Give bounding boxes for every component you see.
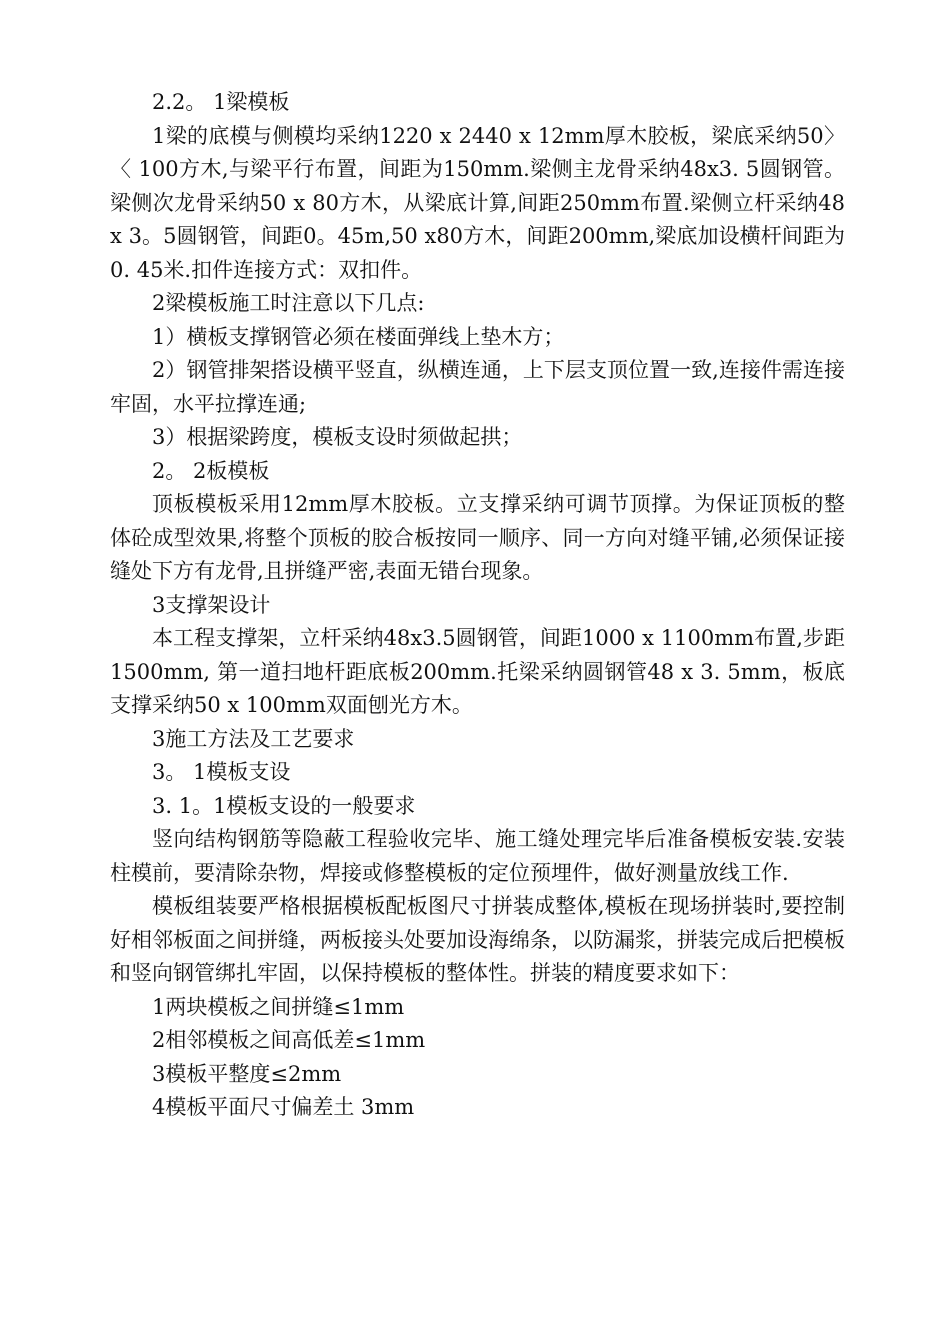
paragraph-beam-formwork-spec: 1梁的底模与侧模均采纳1220 x 2440 x 12mm厚木胶板，梁底采纳50〉〈 100方木,与梁平行布置，间距为150mm.梁侧主龙骨采纳48x3. 5圆钢管。梁侧次龙骨采纳50 x 80方木，从梁底计算,间距250mm布置.梁侧立杆采纳48 x 3。5圆钢管，间距0。45m,50 x80方木，间距200mm,梁底加设横杆间距为0. 45米.扣件连接方式：双扣件。: [110, 123, 845, 282]
list-item-tolerance-3: 3模板平整度≤2mm: [152, 1061, 342, 1086]
list-item-beam-note-3: 3）根据梁跨度，模板支设时须做起拱；: [152, 425, 523, 449]
list-item-tolerance-4: 4模板平面尺寸偏差土 3mm: [152, 1095, 415, 1119]
document-body: [110, 86, 845, 1125]
paragraph-slab-formwork: 顶板模板采用12mm厚木胶板。立支撑采纳可调节顶撑。为保证顶板的整体砼成型效果,将整个顶板的胶合板按同一顺序、同一方向对缝平铺,必须保证接缝处下方有龙骨,且拼缝严密,表面无错台现象。: [110, 492, 845, 583]
section-heading-beam-formwork: 2.2。 1梁模板: [152, 90, 290, 114]
paragraph-preparation: 竖向结构钢筋等隐蔽工程验收完毕、施工缝处理完毕后准备模板安装.安装柱模前，要清除杂物，焊接或修整模板的定位预埋件，做好测量放线工作.: [110, 827, 845, 885]
paragraph-assembly: 模板组装要严格根据模板配板图尺寸拼装成整体,模板在现场拼装时,要控制好相邻板面之间拼缝，两板接头处要加设海绵条，以防漏浆，拼装完成后把模板和竖向钢管绑扎牢固，以保持模板的整体性。拼装的精度要求如下：: [110, 894, 845, 985]
section-heading-formwork-setup: 3。 1模板支设: [152, 760, 291, 784]
section-heading-construction-methods: 3施工方法及工艺要求: [152, 726, 355, 751]
paragraph-beam-notes-intro: 2梁模板施工时注意以下几点:: [152, 291, 425, 315]
list-item-beam-note-1: 1）横板支撑钢管必须在楼面弹线上垫木方；: [152, 324, 565, 349]
section-heading-slab-formwork: 2。 2板模板: [152, 458, 270, 483]
section-heading-general-requirements: 3. 1。1模板支设的一般要求: [152, 793, 416, 818]
list-item-tolerance-2: 2相邻模板之间高低差≤1mm: [152, 1028, 426, 1052]
section-heading-support-design: 3支撑架设计: [152, 592, 271, 617]
list-item-tolerance-1: 1两块模板之间拼缝≤1mm: [152, 994, 405, 1019]
paragraph-support-design: 本工程支撑架，立杆采纳48x3.5圆钢管，间距1000 x 1100mm布置,步距1500mm, 第一道扫地杆距底板200mm.托梁采纳圆钢管48 x 3. 5mm，板底支撑采纳50 x 100mm双面刨光方木。: [110, 626, 845, 717]
list-item-beam-note-2: 2）钢管排架搭设横平竖直，纵横连通，上下层支顶位置一致,连接件需连接牢固，水平拉撑连通;: [110, 358, 845, 416]
